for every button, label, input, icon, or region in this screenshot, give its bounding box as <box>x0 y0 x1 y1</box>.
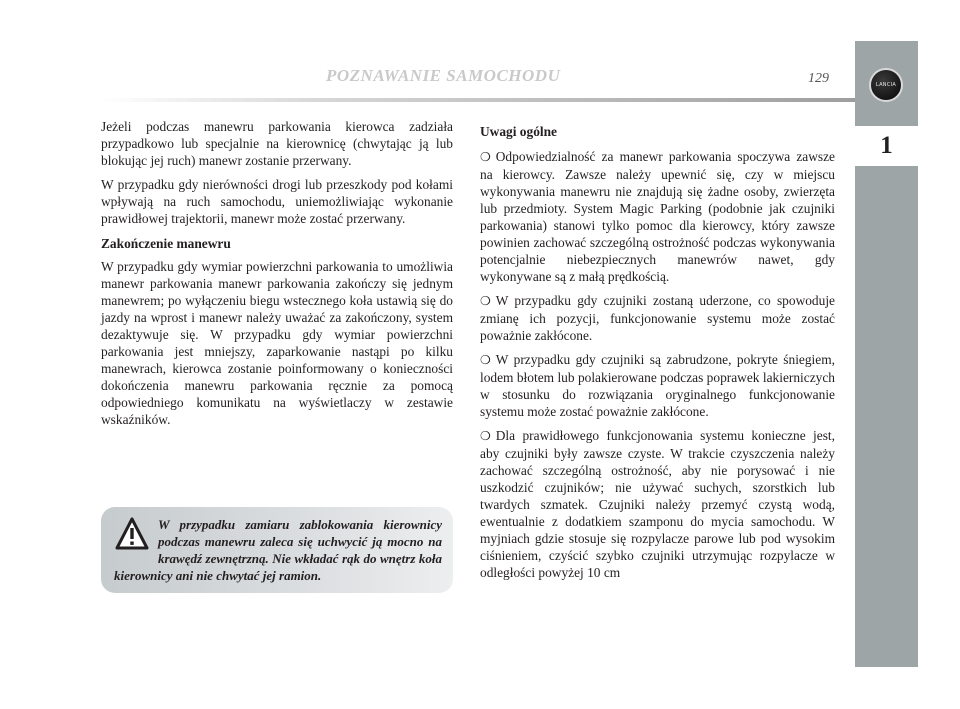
chapter-marker <box>855 126 918 166</box>
running-header-title: POZNAWANIE SAMOCHODU <box>326 66 561 85</box>
bullet-item <box>480 292 835 344</box>
bullet-icon: ❍ <box>480 294 491 308</box>
paragraph-steering-interrupt: Jeżeli podczas manewru parkowania kierowca zadziała przypadkowo lub specjalnie na kierownicę (chwytając ją lub blokując jej ruch) manewr zostanie przerwany. <box>101 119 453 168</box>
bullet-text-sensor-cleaning: Dla prawidłowego funkcjonowania systemu konieczne jest, aby czujniki były zawsze czyste. W trakcie czyszczenia należy zachować szczególną ostrożność, aby nie porysować i nie uszkodzić czujników; nie używać suchych, szorstkich lub twardych szmatek. Czujniki należy przemyć czystą wodą, ewentualnie z dodatkiem szamponu do mycia samochodu. W myjniach gdzie stosuje się rozpylacze parowe lub pod wysokim ciśnieniem, czyścić szybko czujniki utrzymując rozpylacze w odległości powyżej 10 cm <box>480 428 835 580</box>
bullet-item <box>480 427 835 581</box>
section-heading-general-notes: Uwagi ogólne <box>480 124 557 139</box>
warning-text: W przypadku zamiaru zablokowania kierownicy podczas manewru zaleca się uchwycić ją mocno na krawędź zewnętrzną. Nie wkładać rąk do wnętrz koła kierownicy ani nie chwytać jej ramion. <box>114 517 442 583</box>
right-column <box>480 123 835 588</box>
chapter-side-tab <box>855 41 918 667</box>
header-divider <box>100 98 855 102</box>
bullet-text-responsibility: Odpowiedzialność za manewr parkowania spoczywa zawsze na kierowcy. Zawsze należy upewnić się, czy w miejscu wykonywania manewru nie znajdują się żadne osoby, zwierzęta lub przedmioty. System Magic Parking (podobnie jak czujniki parkowania) stanowi tylko pomoc dla kierowcy, który zawsze powinien zachować szczególną ostrożność podczas wykonywania potencjalnie niebezpiecznych manewrów nawet, gdy wykonywane są z małą prędkością. <box>480 149 835 284</box>
bullet-icon: ❍ <box>480 150 491 164</box>
bullet-item <box>480 351 835 420</box>
warning-box <box>101 507 453 593</box>
bullet-item <box>480 148 835 285</box>
section-heading-maneuver-end: Zakończenie manewru <box>101 236 231 251</box>
bullet-text-sensor-impact: W przypadku gdy czujniki zostaną uderzone, co spowoduje zmianę ich pozycji, funkcjonowanie systemu może zostać poważnie zakłócone. <box>480 293 835 343</box>
page-number: 129 <box>808 71 829 86</box>
paragraph-road-unevenness: W przypadku gdy nierówności drogi lub przeszkody pod kołami wpływają na ruch samochodu, uniemożliwiając wykonanie prawidłowej trajektorii, manewr może zostać przerwany. <box>101 177 453 226</box>
bullet-icon: ❍ <box>480 429 491 443</box>
lancia-logo-icon <box>869 68 903 102</box>
bullet-text-sensor-dirt: W przypadku gdy czujniki są zabrudzone, pokryte śniegiem, lodem błotem lub polakierowane podczas poprawek lakierniczych w stosunku do rozwiązania oryginalnego funkcjonowanie systemu może zostać poważnie zakłócone. <box>480 352 835 419</box>
bullet-icon: ❍ <box>480 353 491 367</box>
left-column <box>101 118 453 435</box>
paragraph-maneuver-end: W przypadku gdy wymiar powierzchni parkowania to umożliwia manewr parkowania manewr parkowania zakończy się jednym manewrem; po wyłączeniu biegu wstecznego koła ustawią się do jazdy na wprost i manewr należy uważać za zakończony, system dezaktywuje się. W przypadku gdy wymiar powierzchni parkowania jest mniejszy, zaparkowanie nastąpi po kilku manewrach, kierowca zostanie poinformowany o konieczności dokończenia manewru parkowania ręcznie za pomocą odpowiedniego komunikatu na wyświetlaczy w zestawie wskaźników. <box>101 259 453 427</box>
logo-text: LANCIA <box>875 82 897 88</box>
chapter-number: 1 <box>880 132 893 159</box>
